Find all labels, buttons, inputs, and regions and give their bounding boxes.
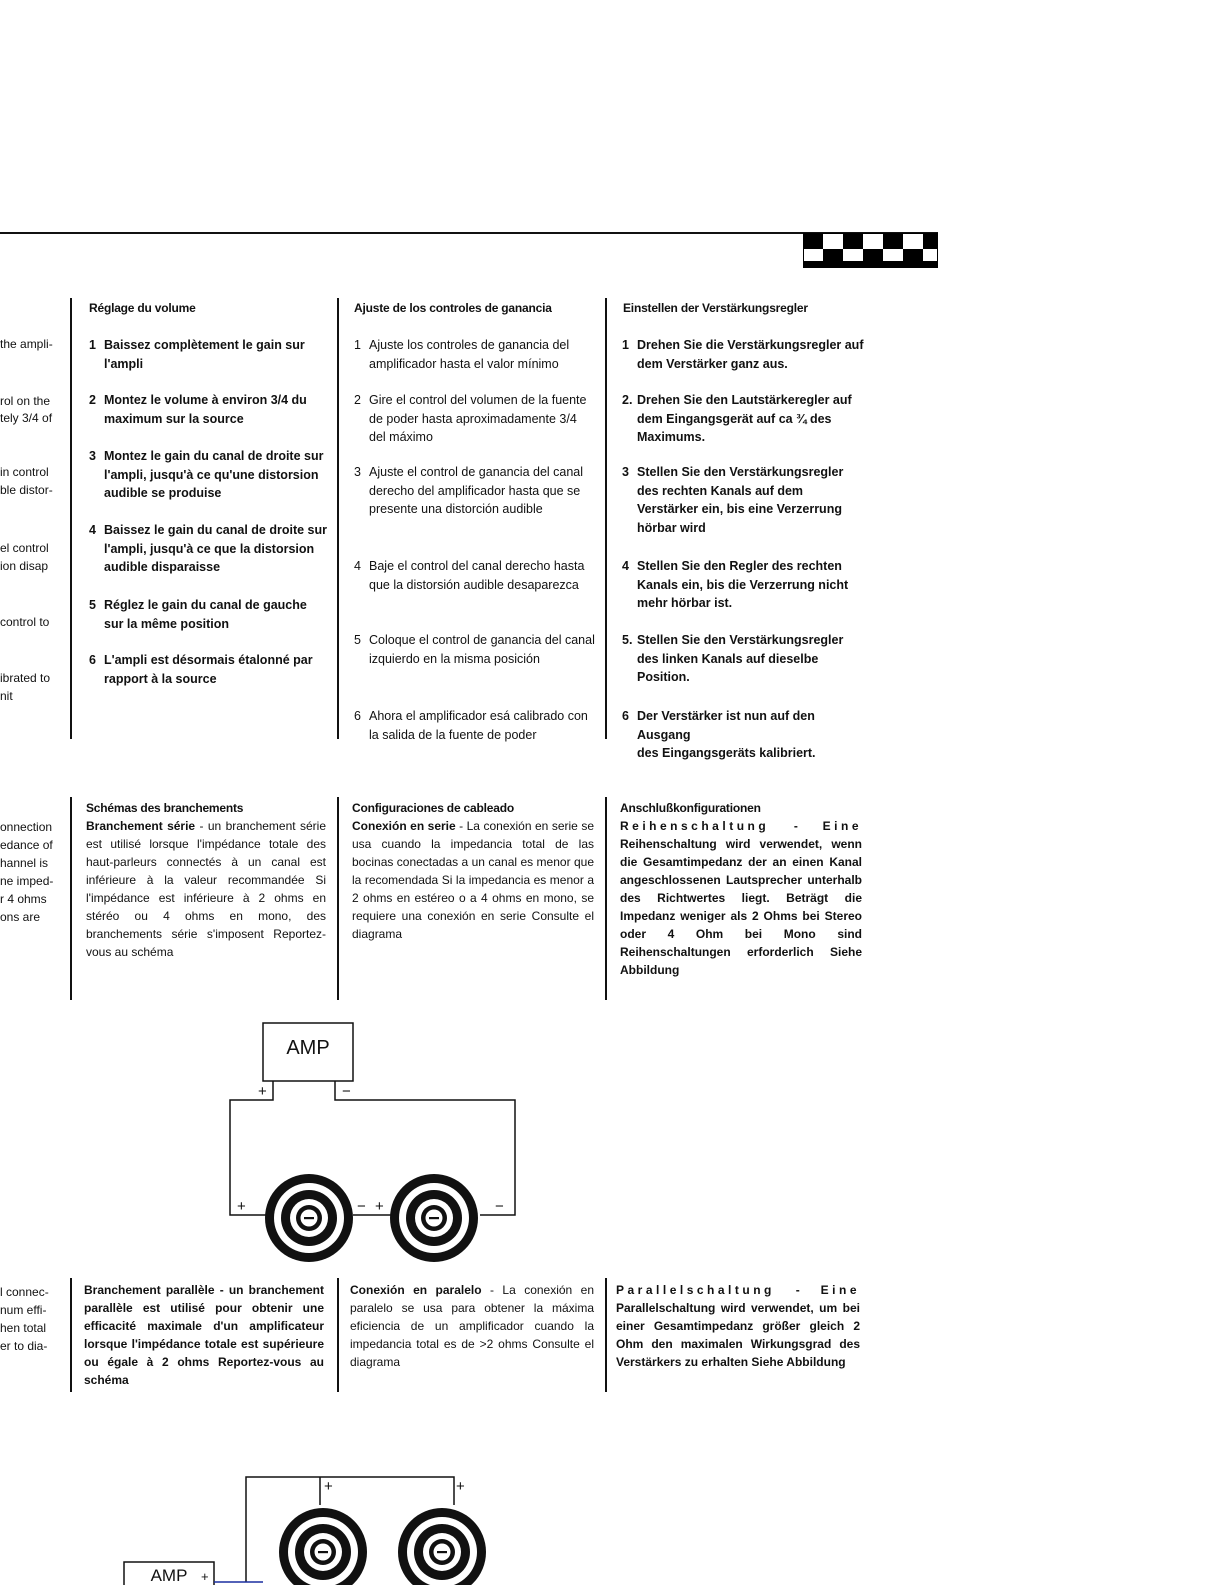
series-wiring-diagram <box>225 1015 525 1265</box>
list-item: 1 Ajuste los controles de ganancia del amplificador hasta el valor mínimo <box>354 338 570 371</box>
frag: ble distor- <box>0 483 53 497</box>
frag: nit <box>0 689 13 703</box>
list-item: 5 Réglez le gain du canal de gauche sur la même position <box>89 598 307 631</box>
top-rule <box>0 232 938 234</box>
frag: rol on the <box>0 394 51 408</box>
parallel-paragraph: Branchement parallèle - un branchement parallèle est utilisé pour obtenir une efficacité maximale d'un amplificateur lorsque l'impédance totale est supérieure ou égale à 2 ohms Reportez-vous au schéma <box>84 1283 325 1387</box>
frag: ion disap <box>0 559 49 573</box>
plus-sign: + <box>258 1083 267 1100</box>
list-item: 4 Stellen Sie den Regler des rechten Kanals ein, bis die Verzerrung nicht mehr hörbar ist. <box>622 559 849 610</box>
list-item: 1 Drehen Sie die Verstärkungsregler auf dem Verstärker ganz aus. <box>622 338 864 371</box>
amp-label: AMP <box>286 1037 330 1059</box>
frag: ne imped- <box>0 874 54 888</box>
frag: onnection <box>0 820 53 834</box>
frag: hannel is <box>0 856 49 870</box>
series-paragraph: Branchement série - un branchement série est utilisé lorsque l'impédance totale des haut-parleurs connectés à un canal est inférieure à la valeur recommandée Si l'impédance est inférieure à 2 ohms en stéréo ou 4 ohms en mono, des branchements série s'imposent Reportez-vous au schéma <box>86 819 327 959</box>
column-divider <box>605 1278 607 1392</box>
parallel-paragraph: Conexión en paralelo - La conexión en paralelo se usa para obtener la máxima eficiencia de un amplificador cuando la impedancia total es de >2 ohms Consulte el diagrama <box>350 1283 595 1369</box>
minus-sign: − <box>342 1083 351 1100</box>
frag: l connec- <box>0 1285 49 1299</box>
section-heading: Réglage du volume <box>89 301 196 315</box>
speaker-icon <box>390 1174 478 1262</box>
list-item: 6 L'ampli est désormais étalonné par rapport à la source <box>89 653 313 686</box>
column-divider <box>337 1278 339 1392</box>
list-item: 6 Ahora el amplificador esá calibrado con la salida de la fuente de poder <box>354 709 588 742</box>
frag: the ampli- <box>0 337 53 351</box>
frag: tely 3/4 of <box>0 411 53 425</box>
column-divider <box>70 298 72 739</box>
list-item: 5 Coloque el control de ganancia del canal izquierdo en la misma posición <box>354 633 595 666</box>
plus-sign: + <box>375 1198 384 1215</box>
list-item: 3 Stellen Sie den Verstärkungsregler des rechten Kanals auf dem Verstärker ein, bis eine Verzerrung hörbar wird <box>622 465 844 535</box>
frag: edance of <box>0 838 53 852</box>
section-heading: Einstellen der Verstärkungsregler <box>623 301 808 315</box>
column-divider <box>337 298 339 739</box>
list-item: 5. Stellen Sie den Verstärkungsregler des linken Kanals auf dieselbe Position. <box>622 633 844 684</box>
frag: control to <box>0 615 50 629</box>
column-divider <box>605 298 607 739</box>
frag: num effi- <box>0 1303 47 1317</box>
minus-sign: − <box>495 1198 504 1215</box>
frag: in control <box>0 465 49 479</box>
series-paragraph: Reihenschaltung - Eine Reihenschaltung wird verwendet, wenn die Gesamtimpedanz der an einen Kanal angeschlossenen Lautsprecher unterhalb des Richtwertes liegt. Beträgt die Impedanz weniger als 2 Ohms bei Stereo oder 4 Ohm bei Mono sind Reihenschaltungen erforderlich Siehe Abbildung <box>620 819 862 977</box>
speaker-icon <box>398 1508 486 1585</box>
minus-sign: − <box>357 1198 366 1215</box>
list-item-continuation: des Eingangsgeräts kalibriert. <box>637 746 816 760</box>
list-item: 4 Baissez le gain du canal de droite sur l'ampli, jusqu'à ce que la distorsion audible disparaisse <box>89 523 327 574</box>
list-item: 3 Ajuste el control de ganancia del canal derecho del amplificador hasta que se presente una distorción audible <box>354 465 584 516</box>
series-paragraph: Conexión en serie - La conexión en serie se usa cuando la impedancia total de las bocinas conectadas a un canal es menor que la recomendada Si la impedancia es menor a 2 ohms en estéreo o a 4 ohms en mono, se requiere una conexión en serie Consulte el diagrama <box>352 819 594 941</box>
list-item: 3 Montez le gain du canal de droite sur l'ampli, jusqu'à ce qu'une distorsion audible se produise <box>89 449 324 500</box>
frag: er to dia- <box>0 1339 48 1353</box>
section-heading: Anschlußkonfigurationen <box>620 801 761 815</box>
frag: r 4 ohms <box>0 892 47 906</box>
section-heading: Configuraciones de cableado <box>352 801 514 815</box>
list-item: 2 Gire el control del volumen de la fuente de poder hasta aproximadamente 3/4 del máximo <box>354 393 587 444</box>
plus-sign: + <box>324 1478 333 1495</box>
list-item: 6 Der Verstärker ist nun auf den Ausgang <box>622 709 815 742</box>
frag: hen total <box>0 1321 47 1335</box>
section-heading: Schémas des branchements <box>86 801 244 815</box>
section-heading: Ajuste de los controles de ganancia <box>354 301 552 315</box>
speaker-icon <box>265 1174 353 1262</box>
amp-label: AMP <box>150 1566 188 1585</box>
column-divider <box>605 797 607 1000</box>
frag: ibrated to <box>0 671 51 685</box>
column-divider <box>70 797 72 1000</box>
parallel-paragraph: Parallelschaltung - Eine Parallelschaltung wird verwendet, um bei einer Gesamtimpedanz größer gleich 2 Ohm den maximalen Wirkungsgrad des Verstärkers zu erhalten Siehe Abbildung <box>616 1283 860 1369</box>
parallel-wiring-diagram <box>118 1470 498 1585</box>
list-item: 4 Baje el control del canal derecho hasta que la distorsión audible desaparezca <box>354 559 585 592</box>
column-divider <box>337 797 339 1000</box>
speaker-icon <box>279 1508 367 1585</box>
list-item: 1 Baissez complètement le gain sur l'ampli <box>89 338 305 371</box>
list-item: 2. Drehen Sie den Lautstärkeregler auf dem Eingangsgerät auf ca ¾ des Maximums. <box>622 393 852 444</box>
frag: el control <box>0 541 49 555</box>
column-divider <box>70 1278 72 1392</box>
plus-sign: + <box>201 1569 209 1584</box>
plus-sign: + <box>456 1478 465 1495</box>
plus-sign: + <box>237 1198 246 1215</box>
frag: ons are <box>0 910 41 924</box>
list-item: 2 Montez le volume à environ 3/4 du maximum sur la source <box>89 393 307 426</box>
checkerboard-icon <box>803 233 938 268</box>
